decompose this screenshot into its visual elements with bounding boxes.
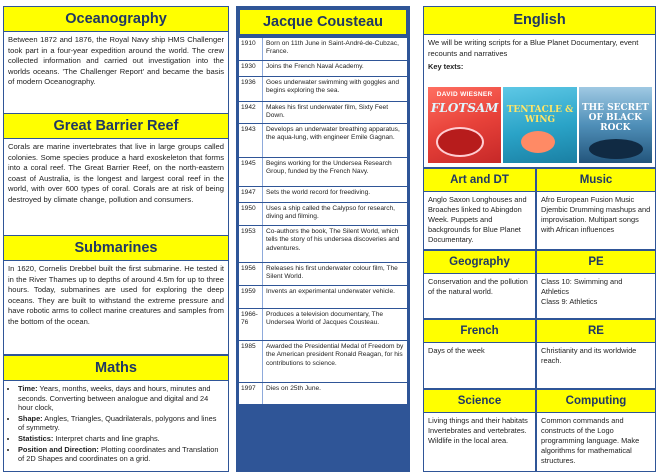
book-author: DAVID WIESNER xyxy=(436,91,493,98)
submarines-panel xyxy=(3,235,229,355)
timeline-year: 1930 xyxy=(239,61,263,76)
octopus-icon xyxy=(521,131,555,153)
timeline-event: Dies on 25th June. xyxy=(266,385,321,392)
pe-heading: PE xyxy=(537,251,655,274)
timeline-year: 1950 xyxy=(239,203,263,225)
english-heading: English xyxy=(424,7,655,35)
timeline-event: Uses a ship called the Calypso for research, diving and filming. xyxy=(266,205,396,221)
maths-item-label: Statistics: xyxy=(18,433,54,443)
book-cover-flotsam xyxy=(428,87,501,163)
geography-heading: Geography xyxy=(424,251,535,274)
timeline-year: 1943 xyxy=(239,124,263,157)
timeline-year: 1966-76 xyxy=(239,309,263,340)
maths-item-label: Shape: xyxy=(18,413,43,423)
maths-list xyxy=(4,384,228,464)
french-heading: French xyxy=(424,320,535,343)
timeline-year: 1947 xyxy=(239,187,263,202)
submarines-heading: Submarines xyxy=(4,236,228,261)
re-heading: RE xyxy=(537,320,655,343)
timeline-row xyxy=(239,158,407,187)
art-panel xyxy=(423,168,536,250)
maths-panel xyxy=(3,355,229,472)
book-cover-black-rock xyxy=(579,87,652,163)
pe-panel xyxy=(536,250,656,319)
french-text: Days of the week xyxy=(428,346,485,355)
maths-item-text: Interpret charts and line graphs. xyxy=(53,433,160,443)
timeline-event: Develops an underwater breathing apparatus, the aqua-lung, with engineer Emile Gagnan. xyxy=(266,126,400,142)
key-texts-label: Key texts: xyxy=(428,62,464,72)
submarines-text: In 1620, Cornelis Drebbel built the first submarine. He tested it in the River Thames up to depths of around 4.5m for up to three hours. Today, submarines are used for exploring the deep oceans. They are built to withstand the extreme pressure and have robotic arms to collect marine creatures and samples from the bottom of the ocean. xyxy=(8,264,224,326)
music-heading: Music xyxy=(537,169,655,192)
book-title: THE SECRET OF BLACK ROCK xyxy=(581,103,649,133)
book-title: FLOTSAM xyxy=(430,101,499,115)
science-heading: Science xyxy=(424,390,535,413)
music-panel xyxy=(536,168,656,250)
english-panel xyxy=(423,6,656,168)
book-title: TENTACLE & WING xyxy=(506,105,574,125)
pe-text xyxy=(537,274,655,307)
maths-item-label: Position and Direction: xyxy=(18,444,99,454)
pe-line-1: Class 10: Swimming and Athletics xyxy=(541,277,623,296)
timeline-row xyxy=(239,263,407,286)
timeline-event: Joins the French Naval Academy. xyxy=(266,63,364,70)
computing-text: Common commands and constructs of the Logo programming language. Make algorithms for mathematical structures. xyxy=(541,416,640,465)
maths-item xyxy=(18,434,224,444)
re-text: Christianity and its worldwide reach. xyxy=(541,346,637,365)
timeline-row xyxy=(239,61,407,77)
cousteau-column xyxy=(236,6,410,472)
maths-heading: Maths xyxy=(4,356,228,381)
pe-line-2: Class 9: Athletics xyxy=(541,297,598,306)
geography-text: Conservation and the pollution of the natural world. xyxy=(428,277,528,296)
timeline-row xyxy=(239,124,407,158)
maths-item xyxy=(18,414,224,433)
maths-item-label: Time: xyxy=(18,384,38,393)
geography-panel xyxy=(423,250,536,319)
timeline-row xyxy=(239,187,407,203)
maths-item-text: Years, months, weeks, days and hours, minutes and seconds. Converting between analogue and digital and 24 hour clock, xyxy=(18,384,211,413)
timeline-year: 1942 xyxy=(239,102,263,123)
timeline-year: 1936 xyxy=(239,77,263,101)
music-text: Afro European Fusion Music Djembic Drumming mashups and improvisation. Multipart songs with African influences xyxy=(541,195,651,234)
oceanography-heading: Oceanography xyxy=(4,7,228,32)
art-text: Anglo Saxon Longhouses and Broaches linked to Abingdon Week. Puppets and backgrounds for Blue Planet Documentary. xyxy=(428,195,527,244)
french-panel xyxy=(423,319,536,389)
timeline-year: 1959 xyxy=(239,286,263,308)
timeline-row xyxy=(239,309,407,341)
maths-item-text: Plotting coordinates and Translation of 2D Shapes and coordinates on a grid. xyxy=(18,444,219,464)
rock-icon xyxy=(589,139,643,159)
science-panel xyxy=(423,389,536,472)
science-text: Living things and their habitats Invertebrates and vertebrates. Wildlife in the local area. xyxy=(428,416,528,445)
computing-heading: Computing xyxy=(537,390,655,413)
timeline-event: Co-authors the book, The Silent World, which tells the story of his undersea discoveries and adventures. xyxy=(266,228,400,252)
computing-panel xyxy=(536,389,656,472)
timeline-event: Goes underwater swimming with goggles and begins exploring the sea. xyxy=(266,79,400,95)
timeline-year: 1956 xyxy=(239,263,263,285)
timeline-row xyxy=(239,102,407,124)
maths-item xyxy=(18,445,224,464)
timeline-row xyxy=(239,341,407,383)
reef-panel xyxy=(3,113,229,239)
book-cover-tentacle xyxy=(503,87,576,163)
art-heading: Art and DT xyxy=(424,169,535,192)
maths-item-text: Angles, Triangles, Quadrilaterals, polygons and lines of symmetry. xyxy=(18,413,217,433)
cousteau-timeline xyxy=(239,38,407,405)
timeline-year: 1945 xyxy=(239,158,263,186)
timeline-year: 1910 xyxy=(239,38,263,60)
timeline-event: Invents an experimental underwater vehicle. xyxy=(266,288,396,295)
fish-eye-icon xyxy=(436,127,484,157)
cousteau-heading: Jacque Cousteau xyxy=(239,9,407,35)
timeline-row xyxy=(239,203,407,226)
timeline-event: Begins working for the Undersea Research Group, funded by the French Navy. xyxy=(266,160,392,176)
reef-heading: Great Barrier Reef xyxy=(4,114,228,139)
timeline-year: 1997 xyxy=(239,383,263,404)
reef-text: Corals are marine invertebrates that live in large groups called colonies. Some species produce a hard exoskeleton that forms into a coral reef. The Great Barrier Reef, on the north-eastern coast of Australia, is the longest and largest coral reef in the world, with over 600 types of coral. Corals are at risk of being destroyed by climate change, pollution and consumers. xyxy=(8,142,224,204)
timeline-event: Born on 11th June in Saint-André-de-Cubzac, France. xyxy=(266,40,399,56)
timeline-year: 1953 xyxy=(239,226,263,262)
re-panel xyxy=(536,319,656,389)
timeline-event: Produces a television documentary, The Undersea World of Jacques Cousteau. xyxy=(266,311,384,327)
timeline-event: Makes his first underwater film, Sixty Feet Down. xyxy=(266,104,389,120)
right-column xyxy=(423,6,656,472)
oceanography-text: Between 1872 and 1876, the Royal Navy ship HMS Challenger took part in a four-year expedition around the world. The crew collected information and carried out investigation into the worlds oceans. 'The Challenger Report' and became the basis of modern Oceanography. xyxy=(8,35,224,87)
timeline-row xyxy=(239,77,407,102)
book-covers xyxy=(428,87,652,163)
maths-item xyxy=(18,384,224,413)
timeline-row xyxy=(239,286,407,309)
english-text: We will be writing scripts for a Blue Planet Documentary, event recounts and narratives xyxy=(428,38,639,58)
timeline-row xyxy=(239,226,407,263)
timeline-event: Awarded the Presidential Medal of Freedom by the American president Ronald Reagan, for his contributions to science. xyxy=(266,343,404,367)
timeline-event: Sets the world record for freediving. xyxy=(266,189,371,196)
timeline-year: 1985 xyxy=(239,341,263,382)
timeline-event: Releases his first underwater colour film, The Silent World. xyxy=(266,265,398,281)
timeline-row xyxy=(239,383,407,405)
left-column xyxy=(3,6,229,472)
timeline-row xyxy=(239,38,407,61)
